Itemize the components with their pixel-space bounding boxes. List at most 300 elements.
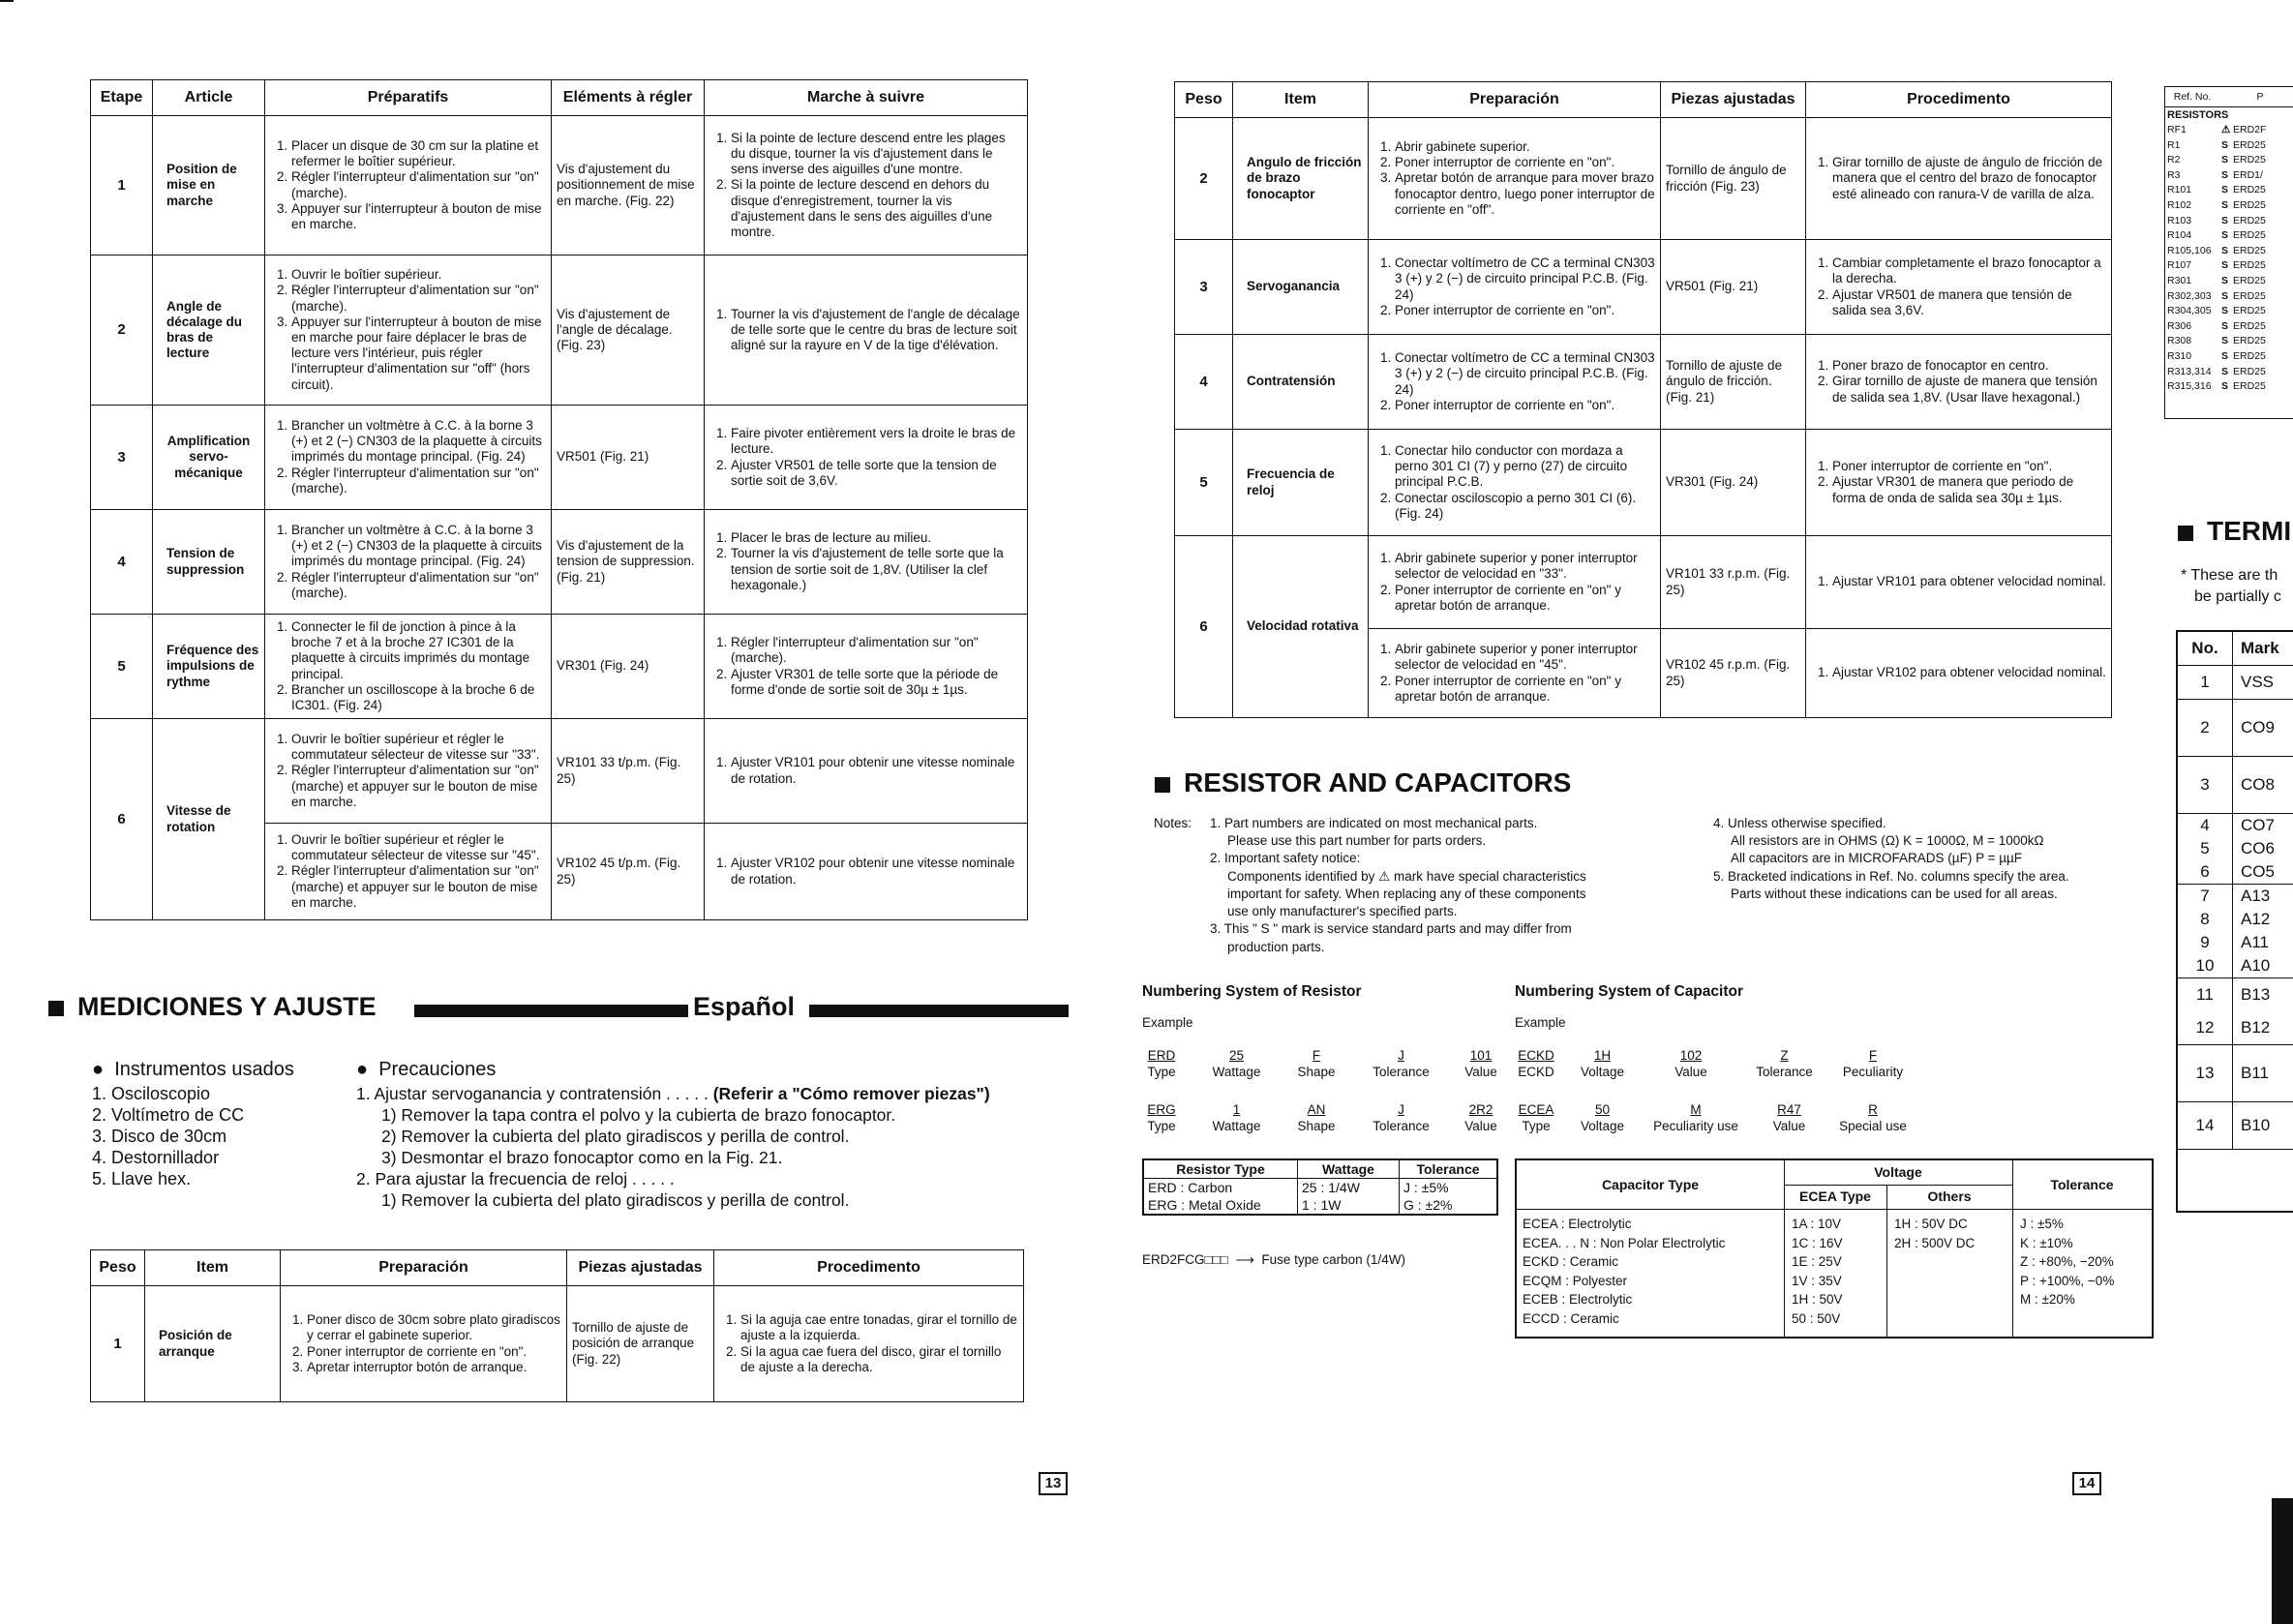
list-item: 1H : 50V DC: [1894, 1217, 1968, 1231]
code-part: M: [1690, 1102, 1702, 1117]
list-item: 1. Cambiar completamente el brazo fonocaptor a la derecha.: [1832, 256, 2106, 286]
list-item: 1. Poner brazo de fonocaptor en centro.: [1832, 358, 2106, 374]
list-item: 2. Ajustar VR301 de manera que periodo de forma de onda de salida sea 30µ ± 1µs.: [1832, 474, 2106, 505]
table-row: [91, 719, 1028, 824]
service-mark: S: [2221, 380, 2229, 393]
terminal-no: 13: [2178, 1045, 2233, 1101]
fr-col-marche: Marche à suivre: [705, 80, 1028, 116]
res-example-2: [1142, 1102, 1500, 1133]
steps-list: [705, 256, 1028, 406]
terminal-mark: CO9: [2241, 718, 2275, 737]
table-row: [2178, 908, 2293, 931]
terminal-title: TERMI: [2178, 516, 2291, 547]
steps-list: [705, 824, 1028, 920]
es-col-procedimento: Procedimento: [714, 1250, 1024, 1286]
table-row: [2178, 1011, 2293, 1045]
table-row: [1175, 118, 2112, 240]
list-item: 2. Poner interruptor de corriente en "on".: [1395, 398, 1655, 413]
corner-mark: [0, 0, 14, 2]
es-adjust-table-1: [90, 1249, 1024, 1402]
list-item: 1. Ouvrir le boîtier supérieur.: [291, 267, 546, 283]
list-item: 2. Ajuster VR501 de telle sorte que la tension de sortie soit de 3,6V.: [731, 458, 1022, 489]
table-row: [2178, 837, 2293, 860]
terminal-mark: B11: [2241, 1064, 2269, 1082]
list-item: 50 : 50V: [1792, 1310, 1841, 1326]
resistor-type-table: [1142, 1158, 1498, 1216]
article: Tension de suppression: [153, 510, 265, 615]
list-item: 1. Tourner la vis d'ajustement de l'angle de décalage de telle sorte que le centre du bras de lecture soit aligné sur la rayure en V de la tige d'élévation.: [731, 307, 1022, 354]
note-line: Parts without these indications can be used for all areas.: [1731, 886, 2058, 901]
terminal-no: 5: [2178, 837, 2233, 860]
table-row: [1175, 430, 2112, 536]
part-code: ERD25: [2233, 365, 2266, 377]
article: Position de mise en marche: [153, 116, 265, 256]
code-label: Value: [1674, 1065, 1707, 1079]
list-item: 1. Abrir gabinete superior.: [1395, 139, 1655, 155]
terminal-mark: B12: [2241, 1018, 2271, 1037]
prep-list: [1369, 335, 1661, 430]
table-row: [91, 1286, 1024, 1402]
list-item: 1. Brancher un voltmètre à C.C. à la borne 3 (+) et 2 (−) CN303 de la plaquette à circuits imprimés du montage principal. (Fig. 24): [291, 418, 546, 466]
voltage-header: Voltage: [1784, 1160, 2013, 1186]
service-mark: S: [2221, 198, 2229, 211]
part-ref: R304,305: [2167, 305, 2212, 317]
note-line: All resistors are in OHMS (Ω) K = 1000Ω, M = 1000kΩ: [1731, 833, 2044, 849]
article: Amplification servo-mécanique: [153, 406, 265, 510]
list-item: 3. Appuyer sur l'interrupteur à bouton de mise en marche pour faire déplacer le bras de lecture vers l'intérieur, puis régler l'interrupteur d'alimentation sur "off" (hors circuit).: [291, 315, 546, 393]
code-label: Voltage: [1580, 1119, 1625, 1133]
table-row: [1175, 240, 2112, 335]
list-item: 2. Si la pointe de lecture descend en dehors du disque d'enregistrement, tourner la vis d'ajustement dans le sens des aiguilles d'une montre.: [731, 177, 1022, 240]
rc-notes-label: Notes:: [1154, 816, 1192, 830]
list-item: ECCD : Ceramic: [1523, 1310, 1619, 1326]
code-label: Type: [1147, 1065, 1176, 1079]
step-number: 3: [91, 406, 153, 510]
prep-list: [265, 256, 552, 406]
code-label: Shape: [1297, 1065, 1336, 1079]
service-mark: S: [2221, 335, 2229, 347]
list-item: ECQM : Polyester: [1523, 1273, 1628, 1288]
list-item: 2. Poner interruptor de corriente en "on" y apretar botón de arranque.: [1395, 674, 1655, 705]
parts-col-p: P: [2256, 91, 2264, 103]
article: Fréquence des impulsions de rythme: [153, 615, 265, 719]
terminal-no: 4: [2178, 814, 2233, 837]
terminal-mark: CO5: [2241, 862, 2275, 881]
code-part: F: [1868, 1048, 1878, 1063]
fr-col-elements: Eléments à régler: [552, 80, 705, 116]
code-label: Tolerance: [1373, 1065, 1430, 1079]
list-item: 1. Conectar voltímetro de CC a terminal CN303 3 (+) y 2 (−) de circuito principal P.C.B. (Fig. 24): [1395, 350, 1655, 398]
service-mark: S: [2221, 184, 2229, 196]
code-part: J: [1398, 1048, 1404, 1063]
list-item: 2. Régler l'interrupteur d'alimentation sur "on" (marche) et appuyer sur le bouton de mise en marche.: [291, 863, 546, 911]
code-part: 102: [1679, 1048, 1703, 1063]
piezas: VR101 33 r.p.m. (Fig. 25): [1661, 536, 1806, 629]
list-item: 1. Abrir gabinete superior y poner interruptor selector de velocidad en "45".: [1395, 642, 1655, 673]
table-row: [2178, 860, 2293, 885]
code-label: Value: [1464, 1119, 1497, 1133]
list-item: 1. Ajustar VR101 para obtener velocidad nominal.: [1832, 574, 2106, 589]
table-row: [2165, 153, 2293, 168]
terminal-mark: B13: [2241, 985, 2271, 1004]
code-label: Tolerance: [1373, 1119, 1430, 1133]
code-label: Type: [1147, 1119, 1176, 1133]
ecea-volt-list: [1792, 1215, 1843, 1328]
note-line: Please use this part number for parts orders.: [1227, 833, 1487, 849]
list-item: 1. Placer un disque de 30 cm sur la platine et refermer le boîtier supérieur.: [291, 138, 546, 169]
table-row: [2165, 138, 2293, 154]
es2-col-peso: Peso: [1175, 82, 1233, 118]
service-mark: S: [2221, 349, 2229, 362]
terminal-no: 14: [2178, 1102, 2233, 1149]
list-item: 1. Conectar voltímetro de CC a terminal CN303 3 (+) y 2 (−) de circuito principal P.C.B. (Fig. 24): [1395, 256, 1655, 303]
table-row: [2165, 228, 2293, 244]
es2-col-preparacion: Preparación: [1369, 82, 1661, 118]
code-label: Special use: [1839, 1119, 1907, 1133]
part-ref: R105,106: [2167, 244, 2212, 256]
list-item: M : ±20%: [2020, 1292, 2075, 1307]
element: Vis d'ajustement de la tension de suppression. (Fig. 21): [552, 510, 705, 615]
arrow-right-icon: ⟶: [1235, 1252, 1254, 1267]
code-part: R47: [1777, 1102, 1801, 1117]
terminal-no: 8: [2178, 908, 2233, 931]
terminal-col-mark: Mark: [2241, 639, 2279, 657]
es2-col-item: Item: [1233, 82, 1369, 118]
list-item: 3. Appuyer sur l'interrupteur à bouton de mise en marche.: [291, 201, 546, 232]
list-item: 1. Régler l'interrupteur d'alimentation sur "on" (marche).: [731, 635, 1022, 666]
part-code: ERD25: [2233, 274, 2266, 286]
es2-col-procedimento: Procedimento: [1806, 82, 2112, 118]
list-item: 1V : 35V: [1792, 1273, 1842, 1288]
table-row: [2165, 183, 2293, 198]
proc-list: [1806, 536, 2112, 629]
prep-list: [265, 510, 552, 615]
terminal-mark: A13: [2241, 887, 2271, 905]
page-edge-mark: [2272, 1498, 2293, 1624]
list-item: 1C : 16V: [1792, 1235, 1843, 1250]
table-row: [2165, 198, 2293, 214]
piezas: Tornillo de ajuste de ángulo de fricción. (Fig. 21): [1661, 335, 1806, 430]
piezas: VR301 (Fig. 24): [1661, 430, 1806, 536]
ctype-header: Capacitor Type: [1517, 1160, 1785, 1210]
precautions-block: [356, 1059, 990, 1211]
terminal-no: 9: [2178, 931, 2233, 954]
list-item: 3. Apretar interruptor botón de arranque.: [307, 1360, 561, 1375]
list-item: 1A : 10V: [1792, 1217, 1842, 1231]
list-item: 1. Abrir gabinete superior y poner interruptor selector de velocidad en "33".: [1395, 551, 1655, 582]
step-number: 1: [91, 116, 153, 256]
heading-rule: [414, 1005, 688, 1017]
part-code: ERD25: [2233, 319, 2266, 332]
list-item: 2H : 500V DC: [1894, 1235, 1976, 1250]
element: Vis d'ajustement du positionnement de mise en marche. (Fig. 22): [552, 116, 705, 256]
step-number: 1: [91, 1286, 145, 1402]
table-row: [2165, 379, 2293, 395]
es2-col-piezas: Piezas ajustadas: [1661, 82, 1806, 118]
es-col-preparacion: Preparación: [281, 1250, 567, 1286]
table-row: [91, 406, 1028, 510]
table-row: [2165, 244, 2293, 259]
list-item: 2. Régler l'interrupteur d'alimentation sur "on" (marche).: [291, 570, 546, 601]
table-row: [2178, 1102, 2293, 1150]
table-row: [2165, 123, 2293, 138]
part-ref: R302,303: [2167, 289, 2212, 302]
note-line: Components identified by ⚠ mark have special characteristics: [1227, 868, 1586, 884]
list-item: 2. Si la agua cae fuera del disco, girar el tornillo de ajuste a la derecha.: [740, 1344, 1018, 1375]
code-label: Peculiarity: [1842, 1065, 1904, 1079]
list-item: 2. Poner interruptor de corriente en "on" y apretar botón de arranque.: [1395, 583, 1655, 614]
note-line: important for safety. When replacing any of these components: [1227, 886, 1586, 901]
list-item: 2. Régler l'interrupteur d'alimentation sur "on" (marche) et appuyer sur le bouton de mise en marche.: [291, 763, 546, 810]
square-bullet-icon: [48, 1001, 64, 1016]
rtype-col: Resistor Type: [1143, 1159, 1298, 1179]
proc-list: [1806, 629, 2112, 718]
list-item: 3) Desmontar el brazo fonocaptor como en la Fig. 21.: [381, 1148, 783, 1167]
terminal-mark: A12: [2241, 910, 2271, 928]
instruments-title: ● Instrumentos usados: [92, 1059, 294, 1080]
code-part: 50: [1594, 1102, 1611, 1117]
table-row: [2165, 349, 2293, 365]
cap-example-1: [1515, 1048, 1912, 1079]
part-ref: R103: [2167, 214, 2192, 226]
note-line: 2. Important safety notice:: [1210, 851, 1361, 866]
list-item: 1. Faire pivoter entièrement vers la droite le bras de lecture.: [731, 426, 1022, 457]
steps-list: [705, 116, 1028, 256]
es-col-peso: Peso: [91, 1250, 145, 1286]
code-label: Type: [1522, 1119, 1551, 1133]
part-code: ERD25: [2233, 229, 2266, 242]
list-item: 2. Voltímetro de CC: [92, 1105, 245, 1125]
table-row: [2178, 700, 2293, 757]
prep-list: [1369, 240, 1661, 335]
es-table2-header: [1175, 82, 2112, 118]
fr-col-preparatifs: Préparatifs: [265, 80, 552, 116]
part-code: ERD25: [2233, 198, 2266, 211]
element: VR102 45 t/p.m. (Fig. 25): [552, 824, 705, 920]
list-item: 1. Poner disco de 30cm sobre plato giradiscos y cerrar el gabinete superior.: [307, 1312, 561, 1343]
cap-numbering-title: Numbering System of Capacitor: [1515, 983, 1743, 1000]
service-mark: ⚠: [2221, 124, 2231, 135]
terminal-mark: A10: [2241, 956, 2271, 975]
part-ref: R102: [2167, 198, 2192, 211]
heading-rule: [809, 1005, 1069, 1017]
note-line: production parts.: [1227, 939, 1325, 954]
element: Vis d'ajustement de l'angle de décalage. (Fig. 23): [552, 256, 705, 406]
part-code: ERD25: [2233, 289, 2266, 302]
prep-list: [281, 1286, 567, 1402]
list-item: 2. Tourner la vis d'ajustement de telle sorte que la tension de sortie soit de 1,8V. (Utiliser la clef hexagonale.): [731, 546, 1022, 593]
list-item: 3. Disco de 30cm: [92, 1127, 227, 1146]
list-item: 1. Poner interruptor de corriente en "on".: [1832, 459, 2106, 474]
parts-list-table: [2164, 86, 2293, 419]
code-part: ECEA: [1518, 1102, 1554, 1117]
list-item: 2. Ajuster VR301 de telle sorte que la période de forme d'onde de sortie soit de 30µ ± 1µs.: [731, 667, 1022, 698]
item: Contratensión: [1233, 335, 1369, 430]
table-row: [2165, 304, 2293, 319]
code-part: 1H: [1593, 1048, 1612, 1063]
prep-list: [1369, 118, 1661, 240]
code-label: Value: [1772, 1119, 1806, 1133]
list-item: ECEA. . . N : Non Polar Electrolytic: [1523, 1235, 1726, 1250]
list-item: Z : +80%, −20%: [2020, 1254, 2114, 1269]
code-part: AN: [1307, 1102, 1326, 1117]
element: VR101 33 t/p.m. (Fig. 25): [552, 719, 705, 824]
table-row: [91, 510, 1028, 615]
list-item: 1. Conectar hilo conductor con mordaza a perno 301 CI (7) y perno (27) de circuito principal P.C.B.: [1395, 443, 1655, 491]
terminal-mark: VSS: [2241, 673, 2275, 691]
service-mark: S: [2221, 214, 2229, 226]
step-number: 5: [1175, 430, 1233, 536]
proc-list: [714, 1286, 1024, 1402]
cell: 25 : 1/4W: [1298, 1179, 1400, 1197]
code-part: Z: [1780, 1048, 1789, 1063]
tolerance-header: Tolerance: [2012, 1160, 2152, 1210]
code-label: ECKD: [1518, 1065, 1554, 1079]
list-item: 1. Ajuster VR101 pour obtenir une vitesse nominale de rotation.: [731, 755, 1022, 786]
table-row: [91, 116, 1028, 256]
item: Angulo de fricción de brazo fonocaptor: [1233, 118, 1369, 240]
prep-list: [265, 406, 552, 510]
tolerance-list: [2020, 1215, 2114, 1309]
list-item: 5. Llave hex.: [92, 1169, 192, 1188]
step-number: 2: [91, 256, 153, 406]
code-part: 101: [1469, 1048, 1493, 1063]
page-number-right: 14: [2072, 1472, 2101, 1495]
terminal-no: 3: [2178, 757, 2233, 813]
element: VR301 (Fig. 24): [552, 615, 705, 719]
list-item: ECEA : Electrolytic: [1523, 1217, 1632, 1231]
note-line: 4. Unless otherwise specified.: [1713, 816, 1886, 830]
part-ref: R310: [2167, 349, 2192, 362]
list-item: 3. Apretar botón de arranque para mover brazo fonocaptor dentro, luego poner interruptor de corriente en "off".: [1395, 170, 1655, 218]
list-item: 1E : 25V: [1792, 1254, 1842, 1269]
code-part: ECKD: [1518, 1048, 1554, 1063]
list-item: 1. Ouvrir le boîtier supérieur et régler le commutateur sélecteur de vitesse sur "33".: [291, 732, 546, 763]
list-item: 2. Para ajustar la frecuencia de reloj . . . . .: [356, 1169, 675, 1188]
list-item: 2. Poner interruptor de corriente en "on".: [1395, 303, 1655, 318]
part-ref: R313,314: [2167, 365, 2212, 377]
res-numbering-title: Numbering System of Resistor: [1142, 983, 1362, 1000]
table-row: [2178, 978, 2293, 1011]
part-ref: R301: [2167, 274, 2192, 286]
list-item: 1. Ouvrir le boîtier supérieur et régler le commutateur sélecteur de vitesse sur "45".: [291, 832, 546, 863]
rc-notes-right: [1713, 815, 2149, 903]
es-section-title: MEDICIONES Y AJUSTE: [48, 992, 377, 1022]
note-line: use only manufacturer's specified parts.: [1227, 904, 1458, 919]
part-code: ERD25: [2233, 138, 2266, 151]
code-part: 2R2: [1468, 1102, 1493, 1117]
code-label: Voltage: [1580, 1065, 1625, 1079]
cell: G : ±2%: [1400, 1196, 1498, 1215]
service-mark: S: [2221, 289, 2229, 302]
item: Frecuencia de reloj: [1233, 430, 1369, 536]
cap-example-2: [1515, 1102, 1912, 1133]
prep-list: [265, 824, 552, 920]
code-part: 25: [1228, 1048, 1245, 1063]
prep-list: [1369, 629, 1661, 718]
terminal-col-no: No.: [2178, 632, 2233, 665]
step-number: 4: [1175, 335, 1233, 430]
note-line: 3. This " S " mark is service standard parts and may differ from: [1210, 921, 1572, 937]
list-item: 1. Osciloscopio: [92, 1084, 211, 1103]
proc-list: [1806, 430, 2112, 536]
list-item: K : ±10%: [2020, 1235, 2073, 1250]
list-item: 1H : 50V: [1792, 1292, 1843, 1307]
es-table-header: [91, 1250, 1024, 1286]
terminal-no: 10: [2178, 954, 2233, 977]
list-item: 1. Girar tornillo de ajuste de ángulo de fricción de manera que el centro del brazo de fonocaptor esté alineado con ranura-V de varilla de alza.: [1832, 155, 2106, 202]
terminal-mark: CO7: [2241, 816, 2275, 834]
list-item: 1. Placer le bras de lecture au milieu.: [731, 530, 1022, 546]
steps-list: [705, 719, 1028, 824]
list-item: ECEB : Electrolytic: [1523, 1292, 1633, 1307]
code-part: J: [1398, 1102, 1404, 1117]
table-row: [2165, 258, 2293, 274]
parts-col-ref: Ref. No.: [2173, 91, 2212, 103]
list-item: 2. Poner interruptor de corriente en "on".: [1395, 155, 1655, 170]
cap-example-label: Example: [1515, 1015, 1566, 1030]
service-mark: S: [2221, 168, 2229, 181]
code-part: ERD: [1147, 1048, 1176, 1063]
list-item: 4. Destornillador: [92, 1148, 220, 1167]
terminal-header: [2178, 632, 2293, 666]
piezas: VR501 (Fig. 21): [1661, 240, 1806, 335]
service-mark: S: [2221, 274, 2229, 286]
list-item: 2. Poner interruptor de corriente en "on".: [307, 1344, 561, 1360]
rtype-col: Tolerance: [1400, 1159, 1498, 1179]
cell: ERG : Metal Oxide: [1143, 1196, 1298, 1215]
service-mark: S: [2221, 154, 2229, 166]
list-item: 1. Si la pointe de lecture descend entre les plages du disque, tourner la vis d'ajustement dans le sens inverse des aiguilles d'une montre.: [731, 131, 1022, 178]
item: Posición de arranque: [145, 1286, 281, 1402]
part-code: ERD25: [2233, 349, 2266, 362]
step-number: 6: [91, 719, 153, 920]
table-row: [2165, 168, 2293, 184]
table-row: [1175, 536, 2112, 629]
instruments-block: [92, 1059, 294, 1189]
step-number: 4: [91, 510, 153, 615]
list-item: 1. Ajuster VR102 pour obtenir une vitesse nominale de rotation.: [731, 856, 1022, 887]
proc-list: [1806, 118, 2112, 240]
list-item: 1) Remover la cubierta del plato giradiscos y perilla de control.: [381, 1190, 850, 1210]
note-line: * These are th: [2181, 567, 2278, 584]
fr-adjust-table: [90, 79, 1028, 920]
article: Vitesse de rotation: [153, 719, 265, 920]
piezas: Tornillo de ángulo de fricción (Fig. 23): [1661, 118, 1806, 240]
terminal-mark: CO8: [2241, 775, 2275, 794]
list-item: 1. Ajustar servoganancia y contratensión . . . . . (Referir a "Cómo remover piezas"): [356, 1084, 990, 1103]
table-row: [91, 615, 1028, 719]
table-row: [91, 256, 1028, 406]
table-row: [2165, 365, 2293, 380]
part-ref: R101: [2167, 184, 2192, 196]
table-row: [2178, 757, 2293, 814]
part-ref: R1: [2167, 138, 2181, 151]
capacitor-type-table: [1515, 1158, 2154, 1338]
es-lang-label: Español: [693, 992, 796, 1021]
prep-list: [265, 719, 552, 824]
code-part: R: [1868, 1102, 1878, 1117]
cell: ERD : Carbon: [1143, 1179, 1298, 1197]
part-ref: R2: [2167, 154, 2181, 166]
fuse-type-note: ERD2FCG□□□ ⟶ Fuse type carbon (1/4W): [1142, 1252, 1405, 1267]
table-row: [2165, 289, 2293, 305]
part-ref: R315,316: [2167, 380, 2212, 393]
part-code: ERD25: [2233, 305, 2266, 317]
code-label: Tolerance: [1756, 1065, 1813, 1079]
list-item: 1. Connecter le fil de jonction à pince à la broche 7 et à la broche 27 IC301 de la plaquette à circuits imprimés du montage principal.: [291, 619, 546, 682]
part-ref: R3: [2167, 168, 2181, 181]
